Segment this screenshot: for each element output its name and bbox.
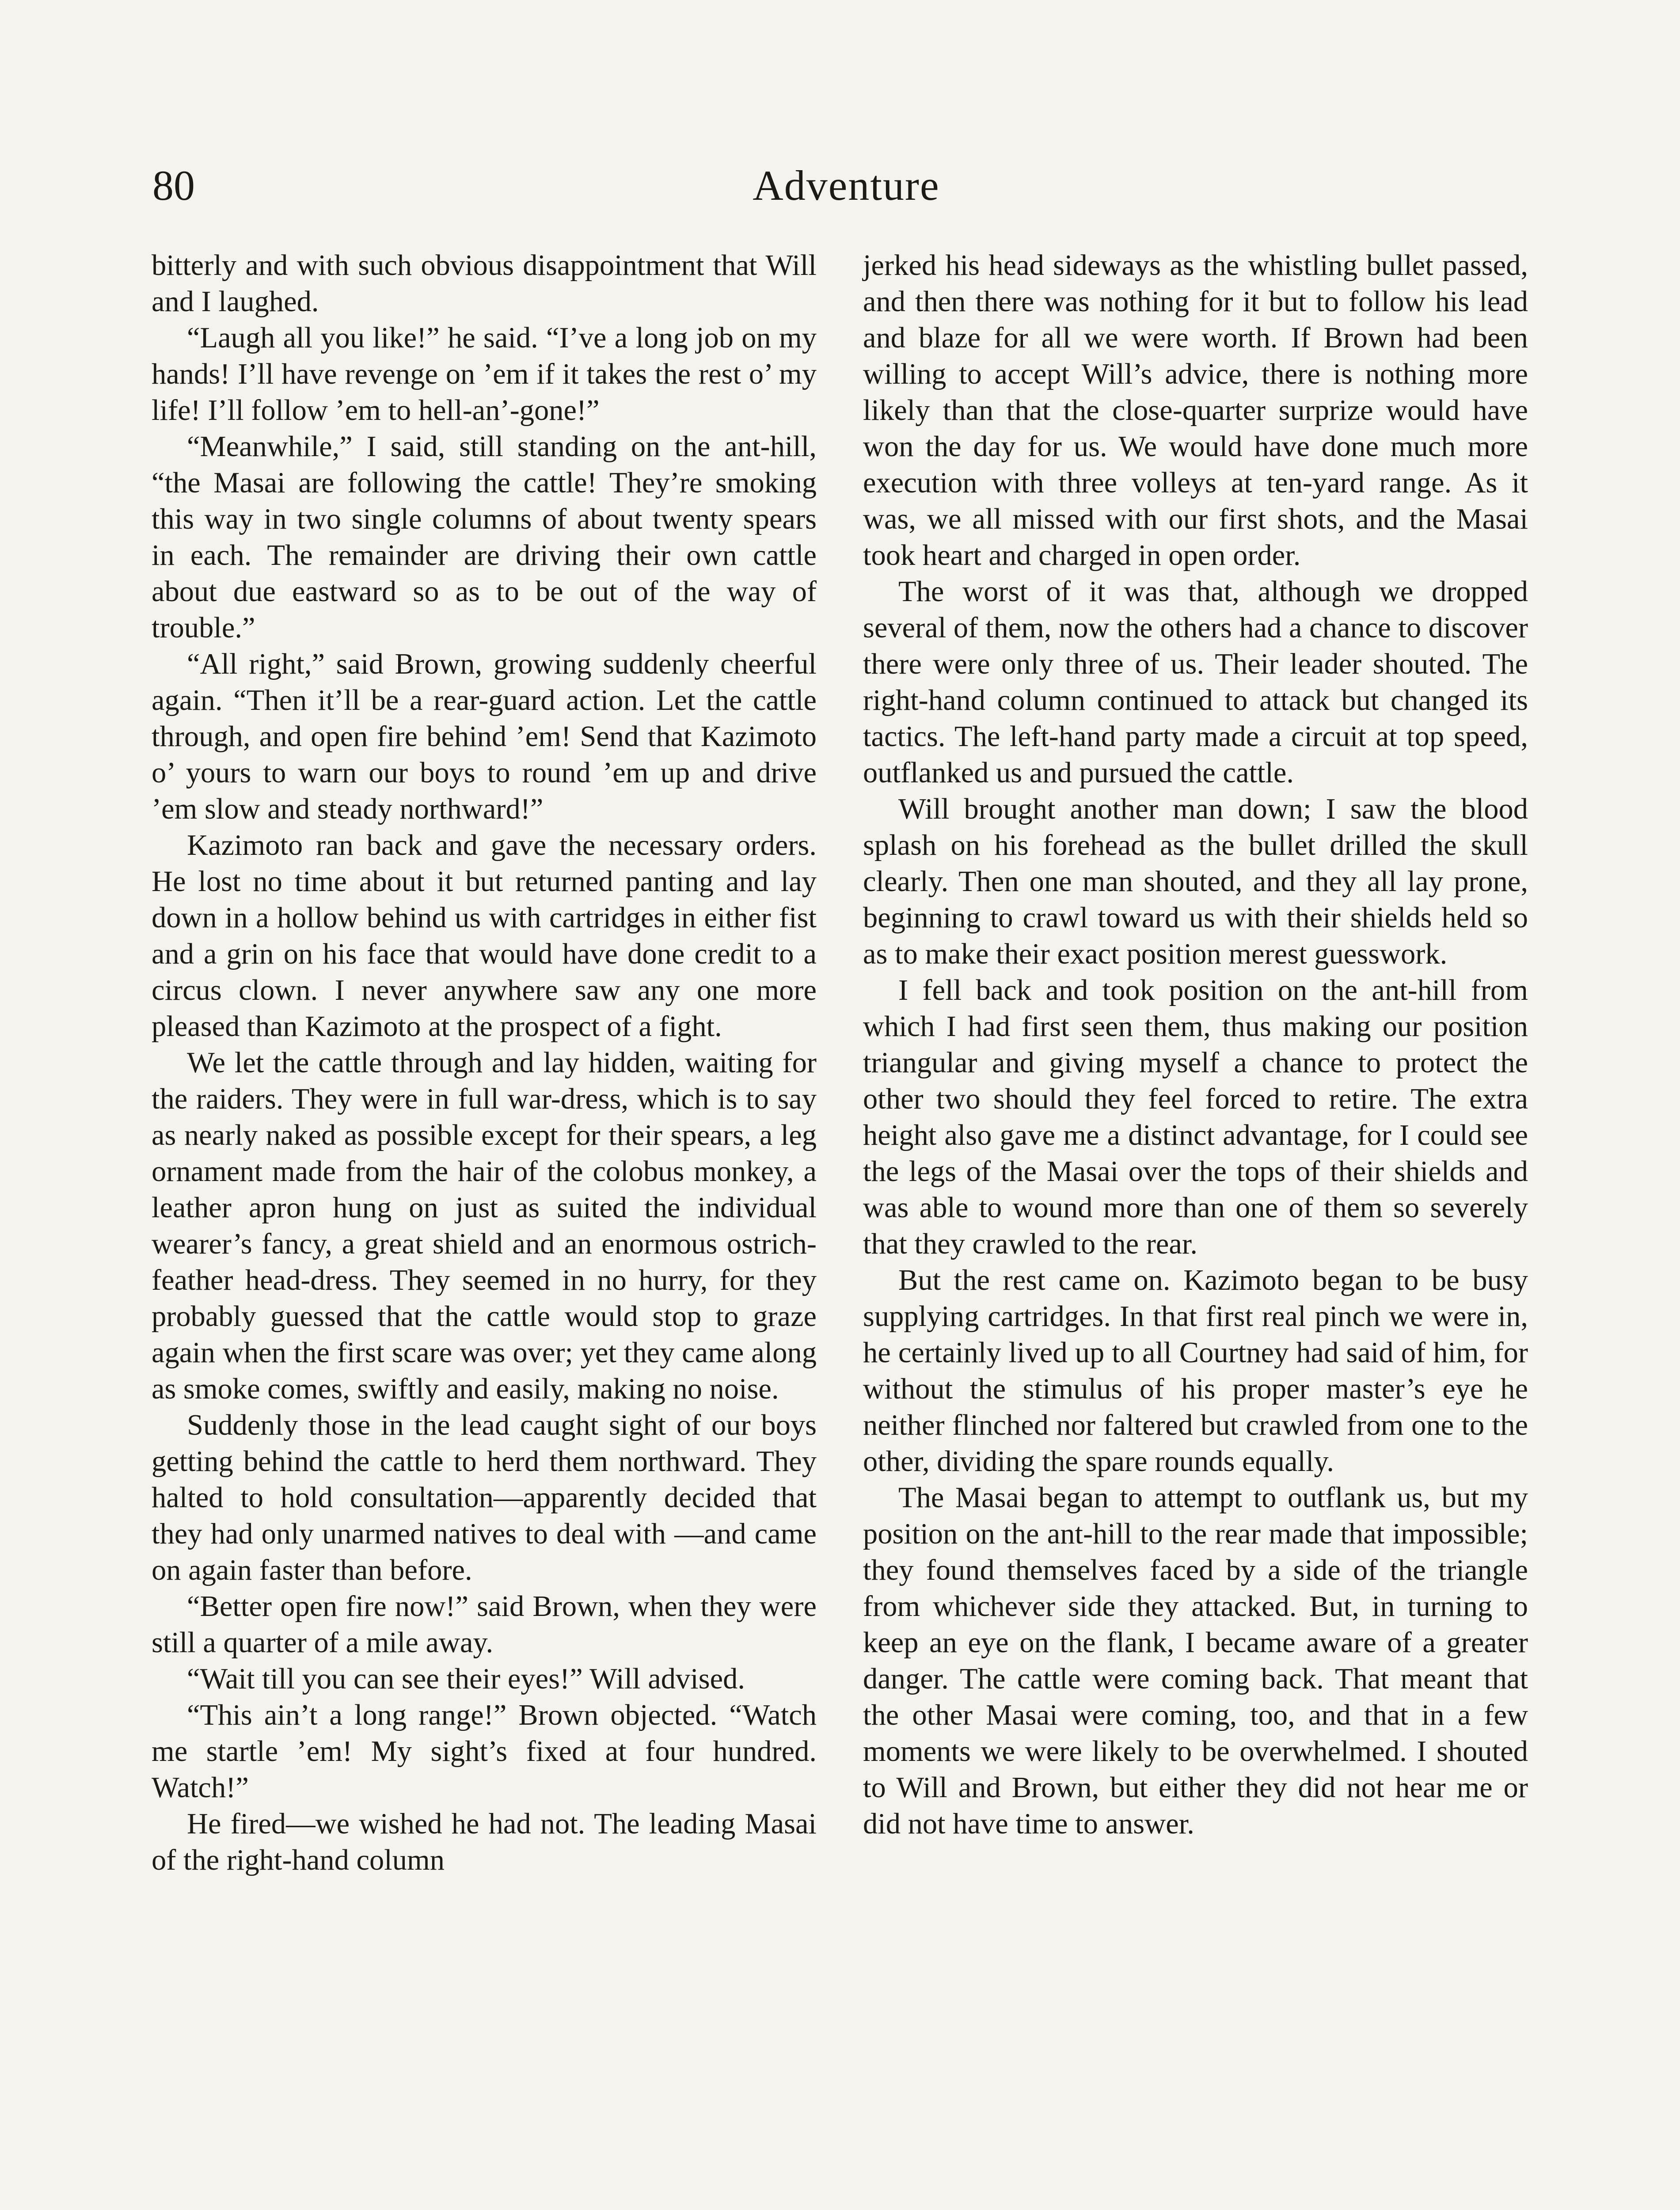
paragraph: The Masai began to attempt to outflank us, but my position on the ant-hill to the rear made that impossible; they found themselves faced by a side of the triangle from whichever side they attacked. But, in turning to keep an eye on the flank, I became aware of a greater danger. The cattle were coming back. That meant that the other Masai were coming, too, and that in a few moments we were likely to be overwhelmed. I shouted to Will and Brown, but either they did not hear me or did not have time to answer. (863, 1482, 1528, 1840)
running-head (152, 155, 1540, 217)
right-column (863, 248, 1528, 1842)
paragraph: “All right,” said Brown, growing suddenly cheerful again. “Then it’ll be a rear-guard action. Let the cattle through, and open fire behind ’em! Send that Kazimoto o’ yours to warn our boys to round ’em up and drive ’em slow and steady northward!” (152, 648, 817, 825)
paragraph: “Better open fire now!” said Brown, when they were still a quarter of a mile away. (152, 1590, 817, 1659)
paragraph: He fired—we wished he had not. The leading Masai of the right-hand column (152, 1808, 817, 1876)
paragraph: I fell back and took position on the ant-hill from which I had first seen them, thus making our position triangular and giving myself a chance to protect the other two should they feel forced to retire. The extra height also gave me a distinct advantage, for I could see the legs of the Masai over the tops of their shields and was able to wound more than one of them so severely that they crawled to the rear. (863, 974, 1528, 1260)
paragraph: Kazimoto ran back and gave the necessary orders. He lost no time about it but returned panting and lay down in a hollow behind us with cartridges in either fist and a grin on his face that would have done credit to a circus clown. I never anywhere saw any one more pleased than Kazimoto at the prospect of a fight. (152, 829, 817, 1043)
paragraph: Will brought another man down; I saw the blood splash on his forehead as the bullet drilled the skull clearly. Then one man shouted, and they all lay prone, beginning to crawl toward us with their shields held so as to make their exact position merest guesswork. (863, 793, 1528, 970)
paragraph: We let the cattle through and lay hidden, waiting for the raiders. They were in full war-dress, which is to say as nearly naked as possible except for their spears, a leg ornament made from the hair of the colobus monkey, a leather apron hung on just as suited the individual wearer’s fancy, a great shield and an enormous ostrich-feather head-dress. They seemed in no hurry, for they probably guessed that the cattle would stop to graze again when the first scare was over; yet they came along as smoke comes, swiftly and easily, making no noise. (152, 1047, 817, 1405)
paragraph: “This ain’t a long range!” Brown objected. “Watch me startle ’em! My sight’s fixed at four hundred. Watch!” (152, 1699, 817, 1804)
paragraph: But the rest came on. Kazimoto began to be busy supplying cartridges. In that first real pinch we were in, he certainly lived up to all Courtney had said of him, for without the stimulus of his proper master’s eye he neither flinched nor faltered but crawled from one to the other, dividing the spare rounds equally. (863, 1264, 1528, 1478)
paragraph: Suddenly those in the lead caught sight of our boys getting behind the cattle to herd them northward. They halted to hold consultation—apparently decided that they had only unarmed natives to deal with —and came on again faster than before. (152, 1409, 817, 1586)
paragraph: “Meanwhile,” I said, still standing on the ant-hill, “the Masai are following the cattle! They’re smoking this way in two single columns of about twenty spears in each. The remainder are driving their own cattle about due eastward so as to be out of the way of trouble.” (152, 431, 817, 644)
page-number: 80 (152, 162, 195, 209)
paragraph: jerked his head sideways as the whistling bullet passed, and then there was nothing for it but to follow his lead and blaze for all we were worth. If Brown had been willing to accept Will’s advice, there is nothing more likely than that the close-quarter surprize would have won the day for us. We would have done much more execution with three volleys at ten-yard range. As it was, we all missed with our first shots, and the Masai took heart and charged in open order. (863, 249, 1528, 572)
paragraph: The worst of it was that, although we dropped several of them, now the others had a chance to discover there were only three of us. Their leader shouted. The right-hand column continued to attack but changed its tactics. The left-hand party made a circuit at top speed, outflanked us and pursued the cattle. (863, 575, 1528, 789)
left-column (152, 248, 817, 1878)
paragraph: “Wait till you can see their eyes!” Will advised. (187, 1663, 745, 1695)
running-title: Adventure (753, 162, 940, 209)
paragraph: bitterly and with such obvious disappointment that Will and I laughed. (152, 249, 817, 318)
paragraph: “Laugh all you like!” he said. “I’ve a long job on my hands! I’ll have revenge on ’em if it takes the rest o’ my life! I’ll follow ’em to hell-an’-gone!” (152, 322, 817, 427)
